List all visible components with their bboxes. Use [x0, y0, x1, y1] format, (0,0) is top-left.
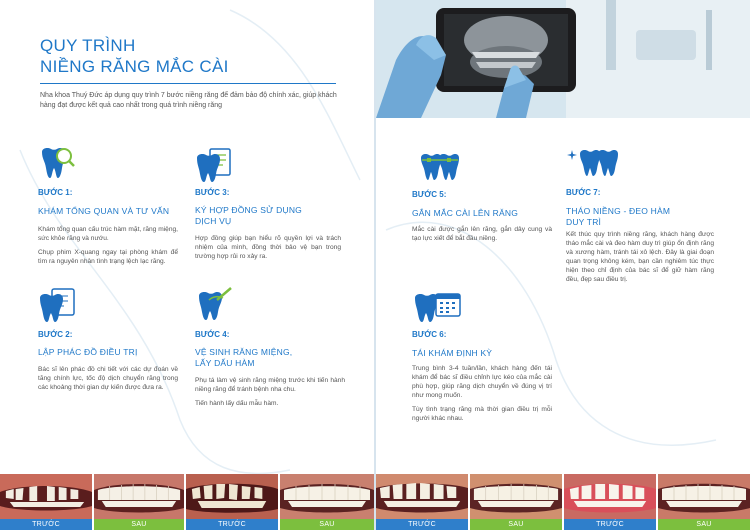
intro-text: Nha khoa Thuý Đức áp dụng quy trình 7 bước niềng răng để đảm bảo độ chính xác, giúp khách hàng đạt được kết quả cao nhất trong quá trình niềng răng — [40, 92, 337, 109]
description-paragraph: Bác sĩ lên phác đồ chi tiết với các dự đoán về tăng chính lực, tốc độ dịch chuyển răng trong các khoảng thời gian dự kiến được đưa ra. — [38, 366, 178, 391]
step-4 — [195, 286, 345, 416]
step-name: KHÁM TỔNG QUAN VÀ TƯ VẤN — [38, 206, 170, 216]
photo-label: SAU — [658, 519, 750, 530]
left-page — [0, 0, 374, 530]
teeth-image — [376, 474, 468, 520]
teeth-image — [658, 474, 750, 520]
step-1 — [38, 146, 188, 276]
step-number: BƯỚC 3: — [195, 188, 230, 197]
step-7 — [566, 146, 716, 316]
photo-label: TRƯỚC — [0, 519, 92, 530]
title-line-2: NIỀNG RĂNG MẮC CÀI — [40, 57, 229, 76]
teeth-image — [0, 474, 92, 520]
photo-label: TRƯỚC — [186, 519, 278, 530]
teeth-image — [280, 474, 374, 520]
description-paragraph: Khám tổng quan cấu trúc hàm mặt, răng miệng, sức khỏe răng và nướu. — [38, 226, 178, 242]
right-page — [376, 0, 750, 530]
step-name: GẮN MẮC CÀI LÊN RĂNG — [412, 208, 519, 218]
step-number: BƯỚC 4: — [195, 330, 230, 339]
step-description — [195, 376, 345, 413]
description-paragraph: Kết thúc quy trình niềng răng, khách hàng được tháo mắc cài và đeo hàm duy trì giúp ổn định răng và xương hàm, tránh tái xô lệch. Đây là giai đoạn quan trọng không kém, bạn cần nghiêm túc thực hiện theo chỉ định của bác sĩ để giữ hàm răng đều, đẹp sau điều trị. — [566, 231, 714, 283]
after-photo — [470, 474, 564, 530]
title-divider — [40, 83, 336, 84]
step-5 — [412, 150, 557, 260]
step-description — [38, 365, 178, 397]
title-line-1: QUY TRÌNH — [40, 36, 136, 55]
teeth-image — [564, 474, 656, 520]
before-after-strip-right — [376, 474, 750, 530]
photo-label: SAU — [94, 519, 184, 530]
tooth-magnifier-icon — [38, 146, 78, 182]
description-paragraph: Trung bình 3-4 tuần/lần, khách hàng đến tái khám để bác sĩ điều chỉnh lực kéo của mắc cài phù hợp, giúp răng dịch chuyển về đúng vị trí như mong muốn. — [412, 365, 552, 399]
after-photo — [658, 474, 750, 530]
step-number: BƯỚC 5: — [412, 190, 447, 199]
step-description — [566, 230, 714, 289]
before-photo — [0, 474, 94, 530]
before-photo — [376, 474, 470, 530]
teeth-image — [470, 474, 562, 520]
braces-icon — [412, 150, 468, 186]
tooth-calendar-icon — [412, 288, 464, 324]
step-number: BƯỚC 2: — [38, 330, 73, 339]
step-number: BƯỚC 6: — [412, 330, 447, 339]
step-description — [38, 225, 178, 271]
step-6 — [412, 288, 557, 438]
tooth-xray-icon — [38, 288, 78, 324]
step-name: LẬP PHÁC ĐỒ ĐIỀU TRỊ — [38, 347, 138, 357]
step-number: BƯỚC 7: — [566, 188, 601, 197]
before-photo — [564, 474, 658, 530]
description-paragraph: Mắc cài được gắn lên răng, gắn dây cung và tạo lực xiết để bắt đầu niềng. — [412, 226, 552, 242]
teeth-image — [94, 474, 184, 520]
photo-label: TRƯỚC — [376, 519, 468, 530]
step-description — [195, 234, 341, 266]
photo-label: TRƯỚC — [564, 519, 656, 530]
step-2 — [38, 288, 188, 408]
before-after-strip-left — [0, 474, 374, 530]
sparkle-teeth-icon — [566, 146, 622, 182]
step-name: VỆ SINH RĂNG MIỆNG, LẤY DẤU HÀM — [195, 347, 293, 368]
description-paragraph: Tiến hành lấy dấu mẫu hàm. — [195, 400, 279, 407]
description-paragraph: Tùy tình trạng răng mà thời gian điều trị mỗi người khác nhau. — [412, 406, 552, 422]
tooth-cleaning-icon — [195, 286, 235, 322]
photo-label: SAU — [470, 519, 562, 530]
after-photo — [94, 474, 186, 530]
description-paragraph: Chụp phim X-quang ngay tại phòng khám để tìm ra nguyên nhân tình trạng lệch lạc răng. — [38, 249, 178, 265]
step-number: BƯỚC 1: — [38, 188, 73, 197]
after-photo — [280, 474, 374, 530]
teeth-image — [186, 474, 278, 520]
photo-label: SAU — [280, 519, 374, 530]
description-paragraph: Hợp đồng giúp bạn hiểu rõ quyền lợi và trách nhiệm của mình, đồng thời bảo vệ bạn trong trường hợp rủi ro xảy ra. — [195, 235, 341, 260]
page-title — [40, 35, 229, 77]
description-paragraph: Phụ tá làm vệ sinh răng miệng trước khi tiến hành niềng răng để tránh bệnh nha chu. — [195, 377, 345, 393]
tooth-contract-icon — [195, 148, 235, 184]
step-name: KÝ HỢP ĐỒNG SỬ DỤNG DỊCH VỤ — [195, 205, 302, 226]
step-description — [412, 364, 552, 428]
step-name: THÁO NIỀNG - ĐEO HÀM DUY TRÌ — [566, 206, 671, 227]
hero-photo-dentist-xray — [376, 0, 750, 118]
step-description — [412, 225, 552, 248]
before-photo — [186, 474, 280, 530]
step-name: TÁI KHÁM ĐỊNH KỲ — [412, 348, 493, 358]
step-3 — [195, 148, 345, 268]
